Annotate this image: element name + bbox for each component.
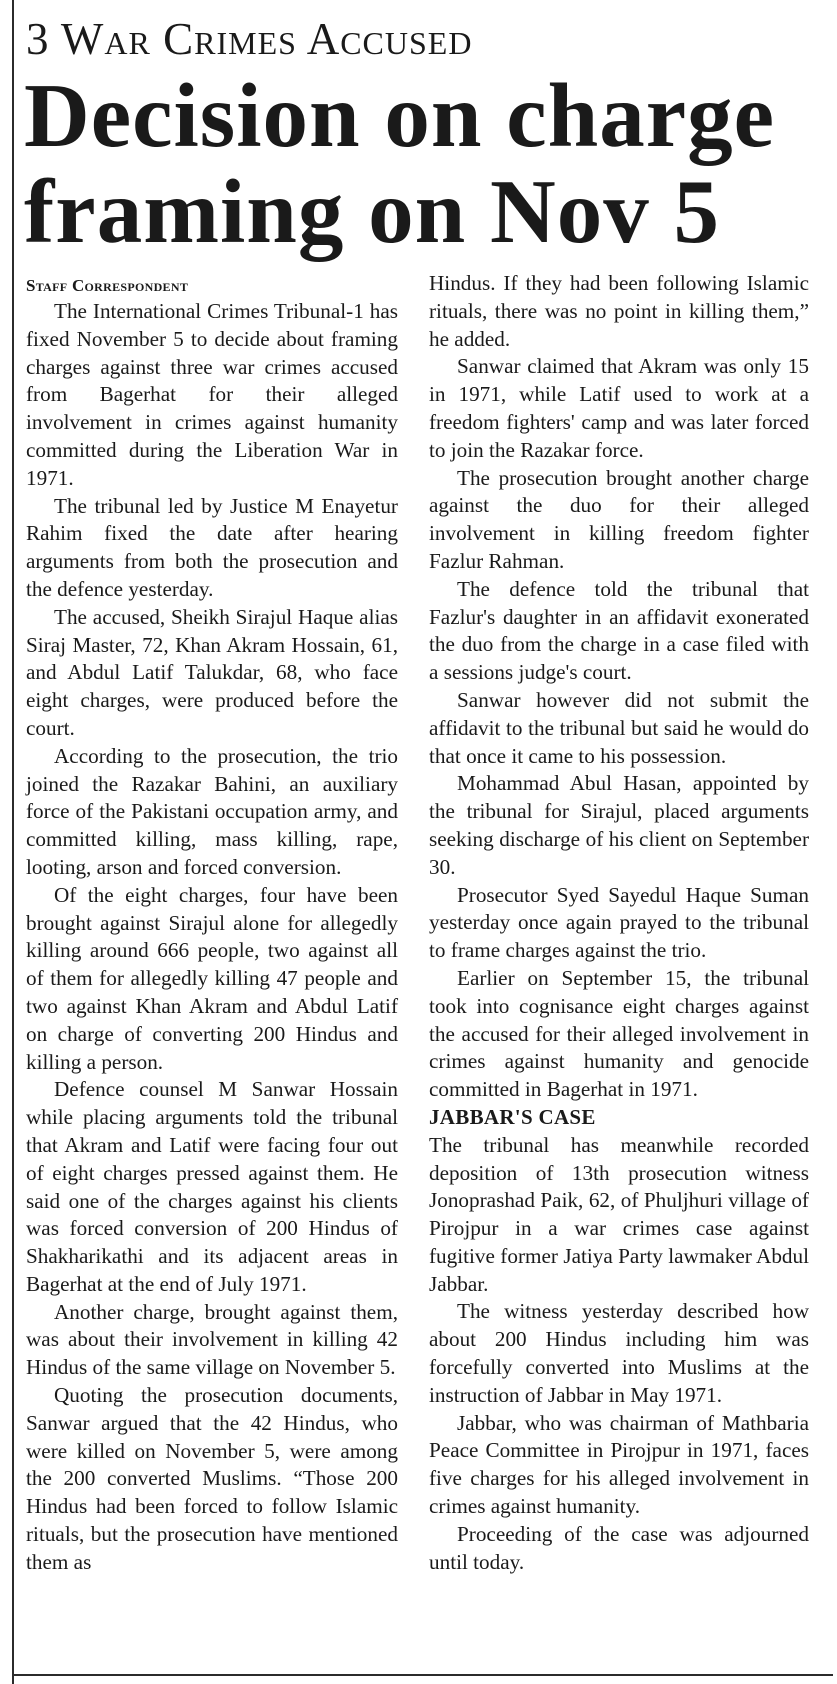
headline: Decision on charge framing on Nov 5 [24,65,775,262]
paragraph: Earlier on September 15, the tribunal took into cognisance eight charges against the accused for their alleged involvement in crimes against humanity and genocide committed in Bagerhat in 1971. [429,965,809,1102]
paragraph: The tribunal has meanwhile recorded deposition of 13th prosecution witness Jonoprashad Paik, 62, of Phuljhuri village of Pirojpur in a war crimes case against fugitive former Jatiya Party lawmaker Abdul Jabbar. [429,1132,809,1296]
paragraph: Defence counsel M Sanwar Hossain while placing arguments told the tribunal that Akram and Latif were facing four out of eight charges pressed against them. He said one of the charges against his clients was forced conversion of 200 Hindus of Shakharikathi and its adjacent areas in Bagerhat at the end of July 1971. [26,1077,398,1296]
paragraph: According to the prosecution, the trio joined the Razakar Bahini, an auxiliary force of the Pakistani occupation army, and committed killing, mass killing, rape, looting, arson and forced conversion. [26,743,398,879]
article-column-2 [429,270,809,1576]
paragraph: The prosecution brought another charge against the duo for their alleged involvement in killing freedom fighter Fazlur Rahman. [429,465,809,573]
kicker: 3 War Crimes Accused [26,14,473,64]
paragraph: Sanwar claimed that Akram was only 15 in 1971, while Latif used to work at a freedom fighters' camp and was later forced to join the Razakar force. [429,354,809,462]
column-rule-left [12,0,14,1684]
subhead: JABBAR'S CASE [429,1104,596,1129]
paragraph: Proceeding of the case was adjourned until today. [429,1521,809,1574]
byline: Staff Correspondent [26,276,189,295]
bottom-rule [12,1674,833,1676]
paragraph: The tribunal led by Justice M Enayetur Rahim fixed the date after hearing arguments from both the prosecution and the defence yesterday. [26,493,398,601]
paragraph: Another charge, brought against them, was about their involvement in killing 42 Hindus of the same village on November 5. [26,1299,398,1380]
paragraph: Jabbar, who was chairman of Mathbaria Peace Committee in Pirojpur in 1971, faces five charges for his alleged involvement in crimes against humanity. [429,1410,809,1519]
paragraph: Prosecutor Syed Sayedul Haque Suman yesterday once again prayed to the tribunal to frame charges against the trio. [429,882,809,963]
paragraph: Sanwar however did not submit the affidavit to the tribunal but said he would do that once it came to his possession. [429,687,809,768]
paragraph: The witness yesterday described how about 200 Hindus including him was forcefully converted into Muslims at the instruction of Jabbar in May 1971. [429,1299,809,1407]
paragraph: Of the eight charges, four have been brought against Sirajul alone for allegedly killing around 666 people, two against all of them for allegedly killing 47 people and two against Khan Akram and Abdul Latif on charge of converting 200 Hindus and killing a person. [26,882,398,1074]
paragraph: Quoting the prosecution documents, Sanwar argued that the 42 Hindus, who were killed on November 5, were among the 200 converted Muslims. “Those 200 Hindus had been forced to follow Islamic rituals, but the prosecution have mentioned them as [26,1383,398,1574]
article-column-1 [26,298,398,1577]
paragraph: The International Crimes Tribunal-1 has fixed November 5 to decide about framing charges against three war crimes accused from Bagerhat for their alleged involvement in crimes against humanity committed during the Liberation War in 1971. [26,299,398,490]
paragraph: The accused, Sheikh Sirajul Haque alias Siraj Master, 72, Khan Akram Hossain, 61, and Abdul Latif Talukdar, 68, who face eight charges, were produced before the court. [26,604,398,740]
paragraph: Hindus. If they had been following Islamic rituals, there was no point in killing them,” he added. [429,271,809,351]
paragraph: Mohammad Abul Hasan, appointed by the tribunal for Sirajul, placed arguments seeking discharge of his client on September 30. [429,771,809,879]
paragraph: The defence told the tribunal that Fazlur's daughter in an affidavit exonerated the duo from the charge in a case filed with a sessions judge's court. [429,576,809,685]
